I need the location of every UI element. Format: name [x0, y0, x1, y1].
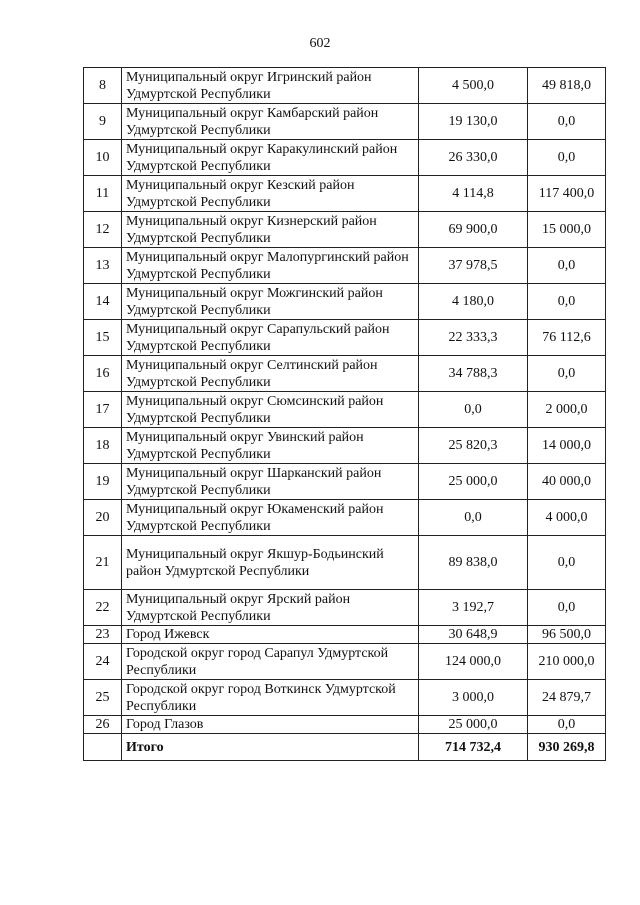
cell-v2: 24 879,7 — [528, 680, 606, 716]
table-row — [84, 536, 606, 590]
cell-v1: 26 330,0 — [419, 140, 528, 176]
cell-v2: 210 000,0 — [528, 644, 606, 680]
table-row — [84, 248, 606, 284]
cell-name: Муниципальный округ Шарканский район Удмуртской Республики — [122, 464, 419, 500]
cell-v2: 49 818,0 — [528, 68, 606, 104]
cell-v1: 19 130,0 — [419, 104, 528, 140]
cell-name: Муниципальный округ Кизнерский район Удмуртской Республики — [122, 212, 419, 248]
cell-num: 21 — [84, 536, 122, 590]
cell-v1: 25 820,3 — [419, 428, 528, 464]
cell-v2: 0,0 — [528, 590, 606, 626]
cell-name: Муниципальный округ Якшур-Бодьинский район Удмуртской Республики — [122, 536, 419, 590]
cell-v1: 3 000,0 — [419, 680, 528, 716]
table-row — [84, 68, 606, 104]
table-row — [84, 284, 606, 320]
table-row — [84, 716, 606, 734]
cell-name: Муниципальный округ Камбарский район Удмуртской Республики — [122, 104, 419, 140]
cell-num: 12 — [84, 212, 122, 248]
cell-v2: 0,0 — [528, 536, 606, 590]
table-row — [84, 320, 606, 356]
cell-v1: 25 000,0 — [419, 716, 528, 734]
cell-v1: 37 978,5 — [419, 248, 528, 284]
cell-v1: 4 500,0 — [419, 68, 528, 104]
table-row — [84, 104, 606, 140]
cell-name: Муниципальный округ Сарапульский район Удмуртской Республики — [122, 320, 419, 356]
cell-num: 25 — [84, 680, 122, 716]
cell-name: Муниципальный округ Кезский район Удмуртской Республики — [122, 176, 419, 212]
table-row — [84, 428, 606, 464]
table-body — [84, 68, 606, 761]
cell-v2: 15 000,0 — [528, 212, 606, 248]
cell-v2: 2 000,0 — [528, 392, 606, 428]
cell-name: Муниципальный округ Каракулинский район Удмуртской Республики — [122, 140, 419, 176]
cell-v2: 0,0 — [528, 104, 606, 140]
cell-num: 26 — [84, 716, 122, 734]
table-row — [84, 140, 606, 176]
cell-v2: 0,0 — [528, 716, 606, 734]
cell-name: Муниципальный округ Ярский район Удмуртской Республики — [122, 590, 419, 626]
cell-v2: 40 000,0 — [528, 464, 606, 500]
table-row — [84, 176, 606, 212]
table-row — [84, 212, 606, 248]
cell-v2: 4 000,0 — [528, 500, 606, 536]
table-row — [84, 464, 606, 500]
cell-name: Муниципальный округ Селтинский район Удмуртской Республики — [122, 356, 419, 392]
cell-v2: 76 112,6 — [528, 320, 606, 356]
cell-num: 18 — [84, 428, 122, 464]
cell-v1: 69 900,0 — [419, 212, 528, 248]
table-row — [84, 626, 606, 644]
table-row — [84, 644, 606, 680]
cell-num: 15 — [84, 320, 122, 356]
cell-v2: 117 400,0 — [528, 176, 606, 212]
cell-num: 22 — [84, 590, 122, 626]
cell-name: Городской округ город Воткинск Удмуртской Республики — [122, 680, 419, 716]
cell-num: 20 — [84, 500, 122, 536]
cell-name: Муниципальный округ Сюмсинский район Удмуртской Республики — [122, 392, 419, 428]
table-row — [84, 356, 606, 392]
cell-name: Город Ижевск — [122, 626, 419, 644]
total-row — [84, 734, 606, 761]
cell-v1: 4 114,8 — [419, 176, 528, 212]
cell-v1: 3 192,7 — [419, 590, 528, 626]
cell-v1: 30 648,9 — [419, 626, 528, 644]
total-cell-num — [84, 734, 122, 761]
table-row — [84, 392, 606, 428]
table-row — [84, 680, 606, 716]
cell-v1: 25 000,0 — [419, 464, 528, 500]
cell-num: 8 — [84, 68, 122, 104]
total-cell-v1: 714 732,4 — [419, 734, 528, 761]
cell-name: Город Глазов — [122, 716, 419, 734]
cell-v2: 0,0 — [528, 248, 606, 284]
total-cell-v2: 930 269,8 — [528, 734, 606, 761]
cell-v2: 0,0 — [528, 356, 606, 392]
total-cell-name: Итого — [122, 734, 419, 761]
cell-v1: 89 838,0 — [419, 536, 528, 590]
cell-v2: 0,0 — [528, 284, 606, 320]
cell-v2: 96 500,0 — [528, 626, 606, 644]
cell-name: Муниципальный округ Увинский район Удмуртской Республики — [122, 428, 419, 464]
cell-num: 14 — [84, 284, 122, 320]
cell-v1: 34 788,3 — [419, 356, 528, 392]
cell-num: 23 — [84, 626, 122, 644]
cell-name: Муниципальный округ Малопургинский район Удмуртской Республики — [122, 248, 419, 284]
cell-num: 10 — [84, 140, 122, 176]
cell-name: Муниципальный округ Юкаменский район Удмуртской Республики — [122, 500, 419, 536]
cell-v1: 4 180,0 — [419, 284, 528, 320]
cell-num: 16 — [84, 356, 122, 392]
cell-v2: 14 000,0 — [528, 428, 606, 464]
cell-name: Муниципальный округ Игринский район Удмуртской Республики — [122, 68, 419, 104]
cell-v1: 124 000,0 — [419, 644, 528, 680]
page-number: 602 — [309, 36, 331, 51]
table-row — [84, 590, 606, 626]
cell-name: Городской округ город Сарапул Удмуртской Республики — [122, 644, 419, 680]
cell-v1: 0,0 — [419, 500, 528, 536]
cell-num: 19 — [84, 464, 122, 500]
cell-num: 9 — [84, 104, 122, 140]
budget-table — [83, 67, 606, 761]
cell-num: 24 — [84, 644, 122, 680]
cell-v2: 0,0 — [528, 140, 606, 176]
cell-v1: 22 333,3 — [419, 320, 528, 356]
cell-num: 17 — [84, 392, 122, 428]
cell-v1: 0,0 — [419, 392, 528, 428]
table-row — [84, 500, 606, 536]
cell-name: Муниципальный округ Можгинский район Удмуртской Республики — [122, 284, 419, 320]
cell-num: 11 — [84, 176, 122, 212]
cell-num: 13 — [84, 248, 122, 284]
